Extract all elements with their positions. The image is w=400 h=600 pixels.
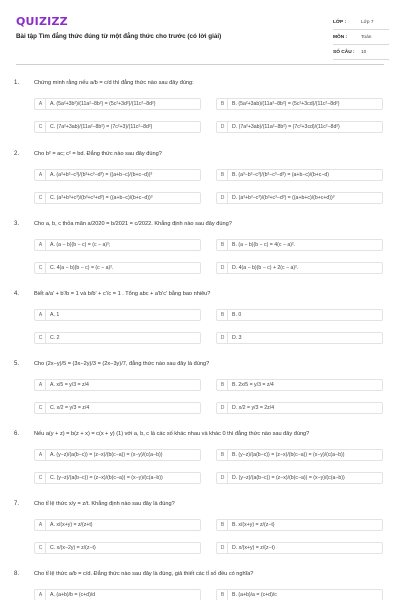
option-text: B. (a+b)/a = (c+d)/c (232, 592, 277, 598)
option-letter: C (36, 263, 46, 273)
option-letter: D (218, 193, 228, 203)
option-text: D. 4(a − b)(b − c) + 2(c − a)². (232, 265, 299, 271)
option-text: C. (a³+b³+c³)/(b³+c³+d³) = ((a+b−c)/(b+c−d))³ (50, 195, 153, 201)
option-letter: B (218, 240, 228, 250)
option-text: C. x/(x−2y) = z/(z−t) (50, 545, 96, 551)
option-text: B. (5a²+3ab)/(11a²−8b²) = (5c²+3cd)/(11c²−8d²) (232, 101, 340, 107)
question-text: Cho tỉ lệ thức a/b = c/d. Đẳng thức nào sau đây là đúng, giả thiết các tỉ số đều có nghĩa? (34, 571, 254, 577)
option-text: B. (a − b)(b − c) = 4(c − a)². (232, 242, 296, 248)
option-c[interactable] (34, 192, 201, 204)
worksheet-title: Bài tập Tìm đẳng thức đúng từ một đẳng thức cho trước (có lời giải) (16, 33, 222, 40)
option-text: A. (a+b)/b = (c+d)/d (50, 592, 96, 598)
question-text: Biết a/a' + b'/b = 1 và b/b' + c'/c = 1 . Tổng abc + a'b'c' bằng bao nhiêu? (34, 291, 211, 297)
option-text: C. (y−z)/(a(b−c)) = (z−x)/(b(c−a)) = (x−y)/(c(a−b)) (50, 475, 163, 481)
option-b[interactable] (216, 169, 383, 181)
meta-key: MÔN : (333, 34, 348, 40)
option-letter: C (36, 193, 46, 203)
option-letter: C (36, 403, 46, 413)
option-letter: B (218, 99, 228, 109)
meta-key: LỚP : (333, 19, 347, 25)
option-letter: B (218, 380, 228, 390)
question-text: Cho tỉ lệ thức x/y = z/t. Khẳng định nào sau đây là đúng? (34, 501, 175, 507)
option-d[interactable] (216, 402, 383, 414)
option-b[interactable] (216, 309, 383, 321)
meta-value: 10 (361, 49, 367, 55)
option-text: A. (a³+b³−c³)/(b³+c³−d³) = ((a+b−c)/(b+c−d))³ (50, 172, 153, 178)
option-c[interactable] (34, 262, 201, 274)
option-text: A. x/(x+y) = z/(z+t) (50, 522, 93, 528)
option-text: C. x/2 = y/3 = z/4 (50, 405, 90, 411)
option-letter: C (36, 122, 46, 132)
option-b[interactable] (216, 98, 383, 110)
option-letter: A (36, 310, 46, 320)
option-d[interactable] (216, 121, 383, 133)
option-letter: A (36, 380, 46, 390)
option-letter: B (218, 310, 228, 320)
option-b[interactable] (216, 519, 383, 531)
option-letter: D (218, 122, 228, 132)
option-letter: A (36, 590, 46, 600)
option-text: B. (y−z)/(a(b−c)) = (z−x)/(b(c−a)) = (x−y)/(c(a−b)) (232, 452, 345, 458)
option-a[interactable] (34, 589, 201, 600)
meta-row-class (333, 15, 389, 30)
option-letter: B (218, 590, 228, 600)
option-c[interactable] (34, 542, 201, 554)
meta-table (333, 15, 389, 60)
question-number: 4. (14, 291, 20, 297)
option-a[interactable] (34, 239, 201, 251)
option-text: A. 1 (50, 312, 60, 318)
option-a[interactable] (34, 169, 201, 181)
quizizz-logo: QUIZIZZ (16, 15, 68, 28)
option-letter: B (218, 170, 228, 180)
question-text: Cho (2x−y)/5 = (3x−2y)/3 = (2x−3y)/7, đẳng thức nào sau đây là đúng? (34, 361, 210, 367)
option-letter: C (36, 543, 46, 553)
option-text: C. 2 (50, 335, 60, 341)
option-text: D. x/2 = y/3 = 2z/4 (232, 405, 275, 411)
option-text: D. 3 (232, 335, 242, 341)
option-text: A. (a − b)(b − c) = (c − a)²; (50, 242, 111, 248)
option-a[interactable] (34, 98, 201, 110)
option-c[interactable] (34, 472, 201, 484)
option-text: A. x/5 = y/3 = z/4 (50, 382, 89, 388)
option-a[interactable] (34, 519, 201, 531)
question-number: 6. (14, 431, 20, 437)
option-letter: C (36, 473, 46, 483)
option-d[interactable] (216, 332, 383, 344)
option-text: B. 0 (232, 312, 242, 318)
option-text: C. (7a²+3ab)/(11a²−8b²) = (7c²+3)/(11c²−8d²) (50, 124, 153, 130)
meta-key: SỐ CÂU : (333, 49, 355, 55)
meta-row-subject (333, 30, 389, 45)
option-c[interactable] (34, 332, 201, 344)
option-letter: A (36, 450, 46, 460)
option-letter: D (218, 263, 228, 273)
option-letter: B (218, 450, 228, 460)
option-c[interactable] (34, 402, 201, 414)
option-text: D. (a³+b³−c³)/(b³+c³−d³) = ((a+b+c)/(b+c+d))³ (232, 195, 335, 201)
question-text: Chứng minh rằng nếu a/b = c/d thì đẳng thức nào sau đây đúng: (34, 80, 194, 86)
option-text: D. (y−z)/(a(b−c)) = (z−x)/(b(c−a)) = (x−y)/(c(a−b)) (232, 475, 345, 481)
option-text: C. 4(a − b)(b − c) = (c − a)². (50, 265, 114, 271)
option-letter: B (218, 520, 228, 530)
option-letter: D (218, 543, 228, 553)
option-b[interactable] (216, 239, 383, 251)
question-number: 8. (14, 571, 20, 577)
option-b[interactable] (216, 449, 383, 461)
option-c[interactable] (34, 121, 201, 133)
option-letter: D (218, 473, 228, 483)
question-number: 7. (14, 501, 20, 507)
option-text: B. (a³−b³−c³)/(b³−c³−d³) = (a+b−c)/(b+c−d) (232, 172, 330, 178)
option-text: D. x/(x+y) = z/(z−t) (232, 545, 275, 551)
option-letter: A (36, 99, 46, 109)
question-number: 5. (14, 361, 20, 367)
option-text: B. x/(x+y) = z/(z−t) (232, 522, 275, 528)
option-b[interactable] (216, 589, 383, 600)
option-text: D. (7a²+3ab)/(11a²−8b²) = (7c²+3cd)/(11c²−8d²) (232, 124, 340, 130)
option-b[interactable] (216, 379, 383, 391)
option-text: A. (y−z)/(a(b−c)) = (z−x)/(b(c−a)) = (x−y)/(c(a−b)) (50, 452, 163, 458)
option-letter: C (36, 333, 46, 343)
header-divider (16, 64, 384, 65)
option-letter: A (36, 170, 46, 180)
option-text: A. (5a²+3b²)/(11a²−8b²) = (5c²+3d²)/(11c²−8d²) (50, 101, 156, 107)
option-d[interactable] (216, 192, 383, 204)
option-a[interactable] (34, 309, 201, 321)
option-d[interactable] (216, 262, 383, 274)
option-letter: D (218, 403, 228, 413)
meta-value: Toán (361, 34, 372, 40)
question-number: 3. (14, 221, 20, 227)
question-number: 1. (14, 80, 20, 86)
question-text: Cho a, b, c thỏa mãn a/2020 = b/2021 = c/2022. Khẳng định nào sau đây đúng? (34, 221, 232, 227)
option-letter: A (36, 240, 46, 250)
option-d[interactable] (216, 542, 383, 554)
question-number: 2. (14, 151, 20, 157)
question-text: Nếu a(y + z) = b(z + x) = c(x + y) (1) với a, b, c là các số khác nhau và khác 0 thì đẳng thức nào sau đây đúng? (34, 431, 310, 437)
option-d[interactable] (216, 472, 383, 484)
option-text: B. 2x/5 = y/3 = z/4 (232, 382, 274, 388)
meta-row-count (333, 45, 389, 60)
option-letter: D (218, 333, 228, 343)
option-letter: A (36, 520, 46, 530)
option-a[interactable] (34, 449, 201, 461)
meta-value: Lớp 7 (361, 19, 374, 25)
option-a[interactable] (34, 379, 201, 391)
question-text: Cho b² = ac; c² = bd. Đẳng thức nào sau đây đúng? (34, 151, 162, 157)
